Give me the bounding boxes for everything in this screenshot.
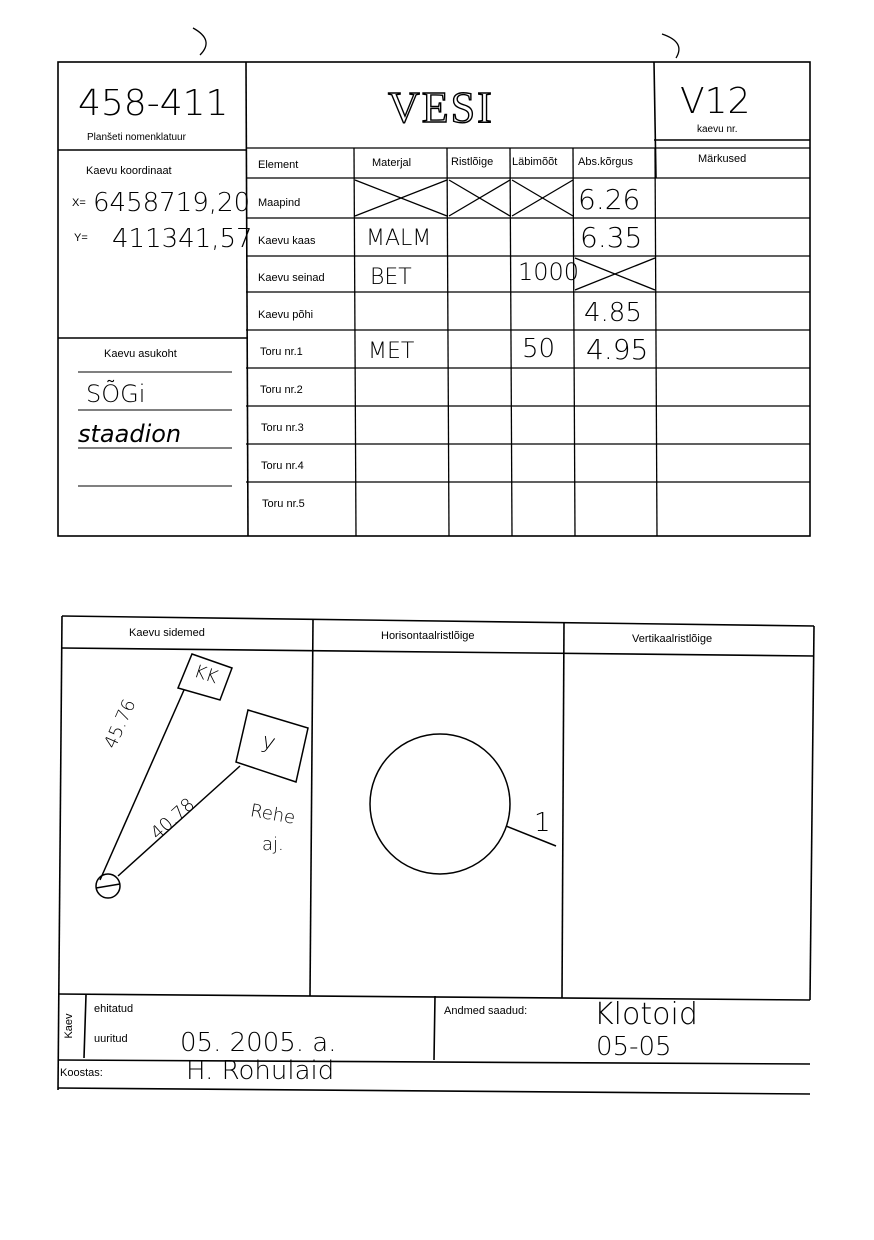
col-horizontal-header: Horisontaalristlõige (381, 630, 475, 642)
header-material: Materjal (372, 157, 412, 169)
location-line-1: SÕGi (86, 380, 146, 408)
horizontal-section-drawing (370, 734, 556, 874)
location-sketch (96, 654, 308, 898)
compiled-by: H. Rohulaid (186, 1056, 335, 1086)
y-prefix: Y= (74, 232, 88, 244)
coords-label: Kaevu koordinaat (86, 165, 172, 177)
well-number-label: kaevu nr. (697, 124, 738, 135)
header-abs-height: Abs.kõrgus (578, 156, 634, 168)
well-number: V12 (680, 81, 751, 122)
row-element-label: Toru nr.4 (261, 460, 304, 472)
location-label: Kaevu asukoht (104, 348, 177, 360)
sketch-kk-label: KK (191, 660, 221, 689)
cell-abs-value: 6.26 (578, 183, 641, 216)
surveyed-label: uuritud (94, 1033, 128, 1045)
x-prefix: X= (72, 197, 86, 209)
nomenclature-label: Planšeti nomenklatuur (87, 132, 186, 143)
row-element-label: Toru nr.1 (260, 346, 303, 358)
sketch-note-line-1: Rehe (248, 800, 297, 829)
sketch-box2-label: y (259, 728, 279, 757)
footer-side-label: Kaev (63, 1013, 75, 1039)
surveyed-date: 05. 2005. a. (180, 1028, 337, 1058)
cell-material-value: MET (368, 339, 415, 364)
header-notes: Märkused (698, 153, 747, 165)
y-coordinate: 411341,57 (112, 224, 253, 254)
sketch-distance-1: 45.76 (100, 696, 141, 752)
x-coordinate: 6458719,20 (93, 188, 251, 218)
punch-hole-right (662, 34, 679, 58)
row-element-label: Toru nr.3 (261, 422, 304, 434)
cell-diameter-value: 1000 (518, 258, 580, 286)
row-element-label: Toru nr.2 (260, 384, 303, 396)
row-element-label: Kaevu seinad (258, 272, 325, 284)
page-title: VESI (388, 83, 494, 132)
cell-diameter-value: 50 (522, 334, 556, 364)
lower-card-border (58, 616, 814, 1094)
cell-abs-value: 6.35 (580, 221, 643, 254)
row-element-label: Maapind (258, 197, 301, 209)
cell-abs-value: 4.85 (584, 298, 642, 328)
pipe-number-label: 1 (534, 808, 551, 838)
data-from-date: 05-05 (596, 1032, 672, 1062)
data-from-source: Klotoid (594, 997, 698, 1032)
row-element-label: Toru nr.5 (262, 498, 305, 510)
cell-material-value: BET (370, 265, 412, 290)
header-section: Ristlõige (451, 156, 494, 168)
header-diameter: Läbimõõt (512, 156, 558, 168)
nomenclature-value: 458-411 (78, 83, 229, 124)
sketch-note-line-2: aj. (262, 834, 284, 855)
row-element-label: Kaevu põhi (258, 309, 314, 321)
data-from-label: Andmed saadud: (444, 1005, 528, 1017)
location-line-2: staadion (78, 420, 182, 448)
header-element: Element (258, 159, 299, 171)
cell-abs-value: 4.95 (586, 333, 649, 366)
sketch-distance-2: 40.78 (146, 794, 200, 845)
row-element-label: Kaevu kaas (258, 235, 316, 247)
built-label: ehitatud (94, 1003, 134, 1015)
compiled-label: Koostas: (60, 1067, 103, 1079)
col-vertical-header: Vertikaalristlõige (632, 633, 713, 645)
col-ties-header: Kaevu sidemed (129, 627, 205, 639)
well-circle (370, 734, 510, 874)
punch-hole-left (193, 28, 206, 55)
cell-material-value: MALM (366, 226, 432, 251)
